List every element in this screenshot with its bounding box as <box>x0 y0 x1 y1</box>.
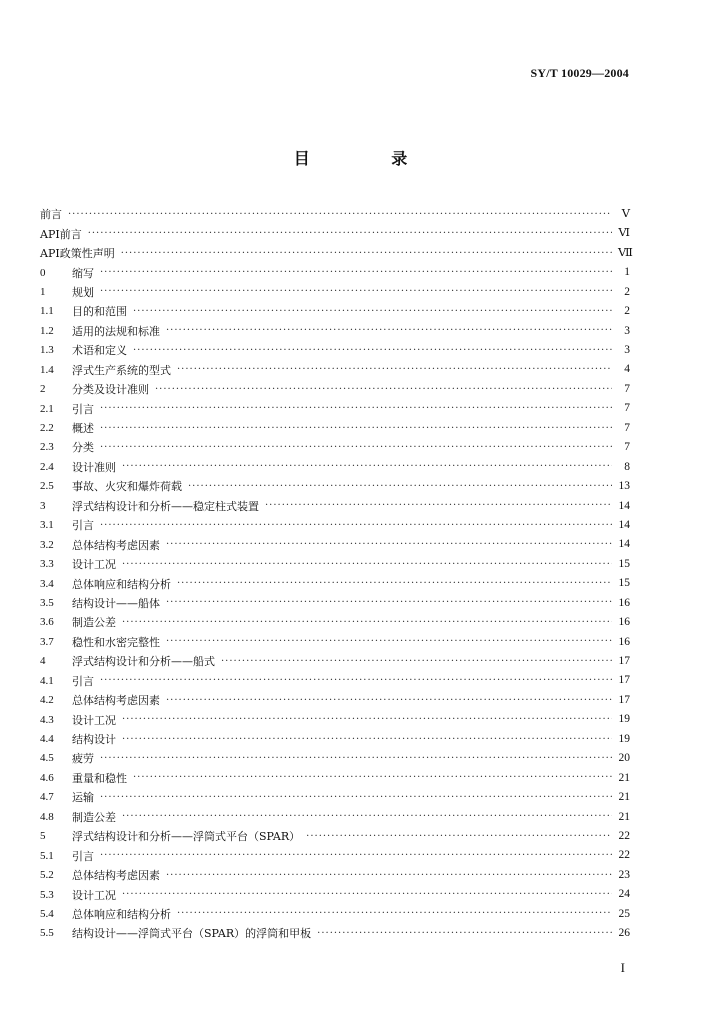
toc-entry-number: 4.7 <box>40 791 54 804</box>
toc-entry[interactable] <box>40 924 630 943</box>
toc-entry-number: 4.1 <box>40 674 54 687</box>
toc-entry[interactable] <box>40 361 630 380</box>
toc-entry-number: 3.2 <box>40 538 54 551</box>
toc-entry-page: 17 <box>618 693 630 706</box>
toc-entry-title: 设计工况 <box>72 888 116 902</box>
toc-entry-page: 14 <box>618 538 630 551</box>
toc-entry-page: 22 <box>618 829 630 842</box>
toc-entry-title: 事故、火灾和爆炸荷载 <box>72 480 182 494</box>
toc-entry-title: 总体结构考虑因素 <box>72 694 160 708</box>
toc-entry-page: 23 <box>618 868 630 881</box>
toc-entry-number: 5 <box>40 830 46 843</box>
toc-entry-number: 3.3 <box>40 558 54 571</box>
toc-entry[interactable] <box>40 808 630 827</box>
toc-leader-dots <box>133 307 612 317</box>
toc-entry-title: 概述 <box>72 422 94 436</box>
toc-leader-dots <box>166 696 612 706</box>
toc-entry-page: 7 <box>624 441 630 454</box>
toc-entry[interactable] <box>40 652 630 671</box>
page-number: I <box>620 960 625 975</box>
toc-leader-dots <box>166 540 612 550</box>
toc-entry-number: 2.2 <box>40 422 54 435</box>
toc-entry[interactable] <box>40 497 630 516</box>
toc-entry[interactable] <box>40 633 630 652</box>
toc-entry[interactable] <box>40 322 630 341</box>
toc-entry-title: 制造公差 <box>72 810 116 824</box>
toc-leader-dots <box>122 890 612 900</box>
toc-entry-title: 设计工况 <box>72 713 116 727</box>
toc-entry-page: 14 <box>618 499 630 512</box>
toc-entry[interactable] <box>40 477 630 496</box>
toc-entry-title: 疲劳 <box>72 752 94 766</box>
toc-entry-page: 17 <box>618 674 630 687</box>
toc-entry-page: 14 <box>618 518 630 531</box>
toc-entry-number: 5.3 <box>40 888 54 901</box>
toc-entry-page: Ⅴ <box>621 207 630 220</box>
toc-leader-dots <box>100 268 612 278</box>
toc-entry-number: 4.6 <box>40 771 54 784</box>
toc-leader-dots <box>221 657 612 667</box>
toc-entry-page: 7 <box>624 402 630 415</box>
toc-leader-dots <box>122 812 612 822</box>
toc-entry-title: 分类 <box>72 441 94 455</box>
toc-entry-page: 22 <box>618 849 630 862</box>
toc-entry-title: 结构设计——浮筒式平台（SPAR）的浮筒和甲板 <box>72 927 312 941</box>
toc-entry-number: 4.4 <box>40 733 54 746</box>
toc-entry[interactable] <box>40 380 630 399</box>
toc-entry-number: 1 <box>40 285 46 298</box>
toc-entry-title: 规划 <box>72 285 94 299</box>
toc-entry-page: 17 <box>618 655 630 668</box>
toc-entry[interactable] <box>40 866 630 885</box>
toc-entry-title: 总体结构考虑因素 <box>72 538 160 552</box>
toc-entry-number: 3 <box>40 499 46 512</box>
toc-entry-page: 15 <box>618 557 630 570</box>
toc-entry-number: 4.5 <box>40 752 54 765</box>
toc-entry-page: 21 <box>618 791 630 804</box>
toc-entry-page: Ⅵ <box>618 227 630 240</box>
toc-entry[interactable] <box>40 691 630 710</box>
toc-entry-page: 15 <box>618 577 630 590</box>
toc-leader-dots <box>100 793 612 803</box>
toc-leader-dots <box>100 443 612 453</box>
toc-entry-page: 13 <box>618 480 630 493</box>
toc-entry[interactable] <box>40 730 630 749</box>
toc-leader-dots <box>133 773 612 783</box>
toc-entry-title: 浮式结构设计和分析——浮筒式平台（SPAR） <box>72 830 301 844</box>
toc-entry-title: 浮式结构设计和分析——稳定柱式装置 <box>72 499 259 513</box>
toc-leader-dots <box>88 229 612 239</box>
toc-entry-page: 3 <box>624 344 630 357</box>
toc-entry-page: 4 <box>624 363 630 376</box>
toc-entry[interactable] <box>40 555 630 574</box>
toc-entry-page: 25 <box>618 907 630 920</box>
toc-entry-page: 2 <box>624 285 630 298</box>
toc-entry[interactable] <box>40 438 630 457</box>
toc-entry[interactable] <box>40 283 630 302</box>
toc-entry[interactable] <box>40 846 630 865</box>
toc-entry-title: 浮式结构设计和分析——船式 <box>72 655 215 669</box>
toc-leader-dots <box>100 676 612 686</box>
toc-leader-dots <box>166 871 612 881</box>
toc-leader-dots <box>100 424 612 434</box>
page-title: 目 录 <box>293 149 446 168</box>
toc-entry-title: 适用的法规和标准 <box>72 324 160 338</box>
toc-entry-title: 缩写 <box>72 266 94 280</box>
toc-leader-dots <box>122 618 612 628</box>
toc-entry-title: 引言 <box>72 674 94 688</box>
toc-leader-dots <box>100 287 612 297</box>
toc-leader-dots <box>177 579 612 589</box>
toc-entry-title: 引言 <box>72 849 94 863</box>
toc-entry-page: 3 <box>624 324 630 337</box>
toc-entry-title: API政策性声明 <box>40 247 115 261</box>
toc-entry-number: 5.1 <box>40 849 54 862</box>
toc-entry-number: 1.4 <box>40 363 54 376</box>
toc-entry-page: 2 <box>624 305 630 318</box>
toc-entry-number: 4 <box>40 655 46 668</box>
toc-entry-title: 总体响应和结构分析 <box>72 907 171 921</box>
toc-entry-title: 术语和定义 <box>72 344 127 358</box>
toc-entry[interactable] <box>40 905 630 924</box>
toc-leader-dots <box>122 735 612 745</box>
toc-entry[interactable] <box>40 224 630 243</box>
toc-entry-number: 5.2 <box>40 869 54 882</box>
toc-entry[interactable] <box>40 749 630 768</box>
toc-entry-number: 3.1 <box>40 519 54 532</box>
toc-entry-number: 4.3 <box>40 713 54 726</box>
toc-leader-dots <box>166 326 612 336</box>
toc-leader-dots <box>100 521 612 531</box>
toc-entry-number: 2.5 <box>40 480 54 493</box>
toc-entry-number: 3.4 <box>40 577 54 590</box>
toc-entry-number: 2 <box>40 383 46 396</box>
toc-entry-title: API前言 <box>40 227 82 241</box>
toc-entry-title: 设计工况 <box>72 558 116 572</box>
toc-entry-title: 分类及设计准则 <box>72 383 149 397</box>
toc-entry[interactable] <box>40 341 630 360</box>
toc-entry-page: 19 <box>618 713 630 726</box>
toc-leader-dots <box>166 637 612 647</box>
toc-entry-title: 引言 <box>72 519 94 533</box>
toc-entry-page: 1 <box>624 266 630 279</box>
toc-entry[interactable] <box>40 574 630 593</box>
toc-leader-dots <box>122 560 612 570</box>
toc-entry[interactable] <box>40 788 630 807</box>
toc-entry[interactable] <box>40 827 630 846</box>
toc-entry-title: 稳性和水密完整性 <box>72 635 160 649</box>
toc-entry-title: 结构设计——船体 <box>72 596 160 610</box>
toc-leader-dots <box>100 851 612 861</box>
toc-leader-dots <box>177 365 612 375</box>
toc-entry[interactable] <box>40 399 630 418</box>
table-of-contents <box>40 205 633 944</box>
toc-entry[interactable] <box>40 535 630 554</box>
toc-entry-title: 设计准则 <box>72 460 116 474</box>
toc-entry-page: 16 <box>618 635 630 648</box>
toc-entry-number: 1.2 <box>40 324 54 337</box>
toc-entry[interactable] <box>40 458 630 477</box>
toc-entry[interactable] <box>40 769 630 788</box>
toc-entry[interactable] <box>40 710 630 729</box>
toc-entry[interactable] <box>40 263 630 282</box>
toc-entry-title: 浮式生产系统的型式 <box>72 363 171 377</box>
toc-entry[interactable] <box>40 516 630 535</box>
toc-leader-dots <box>133 346 612 356</box>
toc-entry[interactable] <box>40 302 630 321</box>
toc-entry-page: 21 <box>618 810 630 823</box>
toc-entry-title: 运输 <box>72 791 94 805</box>
toc-entry-title: 结构设计 <box>72 733 116 747</box>
toc-entry-title: 总体响应和结构分析 <box>72 577 171 591</box>
standard-code: SY/T 10029—2004 <box>530 66 629 80</box>
toc-entry-number: 5.5 <box>40 927 54 940</box>
toc-entry[interactable] <box>40 419 630 438</box>
toc-entry[interactable] <box>40 205 630 224</box>
toc-entry-number: 5.4 <box>40 907 54 920</box>
toc-entry[interactable] <box>40 885 630 904</box>
toc-leader-dots <box>177 909 612 919</box>
toc-leader-dots <box>155 385 612 395</box>
toc-entry-number: 4.2 <box>40 694 54 707</box>
toc-entry[interactable] <box>40 594 630 613</box>
toc-entry-title: 重量和稳性 <box>72 771 127 785</box>
toc-entry-page: 24 <box>618 888 630 901</box>
toc-entry-page: 7 <box>624 382 630 395</box>
toc-entry-title: 总体结构考虑因素 <box>72 869 160 883</box>
toc-entry-title: 引言 <box>72 402 94 416</box>
toc-entry-number: 2.3 <box>40 441 54 454</box>
toc-entry-number: 3.7 <box>40 635 54 648</box>
toc-leader-dots <box>100 404 612 414</box>
toc-entry[interactable] <box>40 613 630 632</box>
toc-entry[interactable] <box>40 672 630 691</box>
toc-entry-number: 2.4 <box>40 460 54 473</box>
toc-leader-dots <box>188 482 612 492</box>
toc-entry-page: 16 <box>618 596 630 609</box>
toc-entry-page: Ⅶ <box>618 246 633 259</box>
toc-leader-dots <box>122 462 612 472</box>
toc-entry-number: 2.1 <box>40 402 54 415</box>
toc-leader-dots <box>306 832 612 842</box>
toc-entry-page: 7 <box>624 421 630 434</box>
toc-entry-title: 前言 <box>40 208 62 222</box>
toc-leader-dots <box>68 210 612 220</box>
toc-entry-number: 1.1 <box>40 305 54 318</box>
toc-entry-page: 16 <box>618 616 630 629</box>
toc-entry-page: 8 <box>624 460 630 473</box>
toc-leader-dots <box>166 598 612 608</box>
toc-entry-number: 0 <box>40 266 46 279</box>
toc-entry-page: 20 <box>618 752 630 765</box>
toc-leader-dots <box>122 715 612 725</box>
toc-leader-dots <box>100 754 612 764</box>
toc-entry-page: 26 <box>618 927 630 940</box>
toc-entry-title: 制造公差 <box>72 616 116 630</box>
toc-entry-number: 4.8 <box>40 810 54 823</box>
toc-leader-dots <box>317 929 612 939</box>
toc-entry-page: 19 <box>618 732 630 745</box>
toc-entry-number: 3.6 <box>40 616 54 629</box>
toc-entry-number: 3.5 <box>40 596 54 609</box>
toc-entry-title: 目的和范围 <box>72 305 127 319</box>
toc-entry-page: 21 <box>618 771 630 784</box>
toc-leader-dots <box>121 249 612 259</box>
toc-entry-number: 1.3 <box>40 344 54 357</box>
toc-entry[interactable] <box>40 244 633 263</box>
toc-leader-dots <box>265 501 612 511</box>
